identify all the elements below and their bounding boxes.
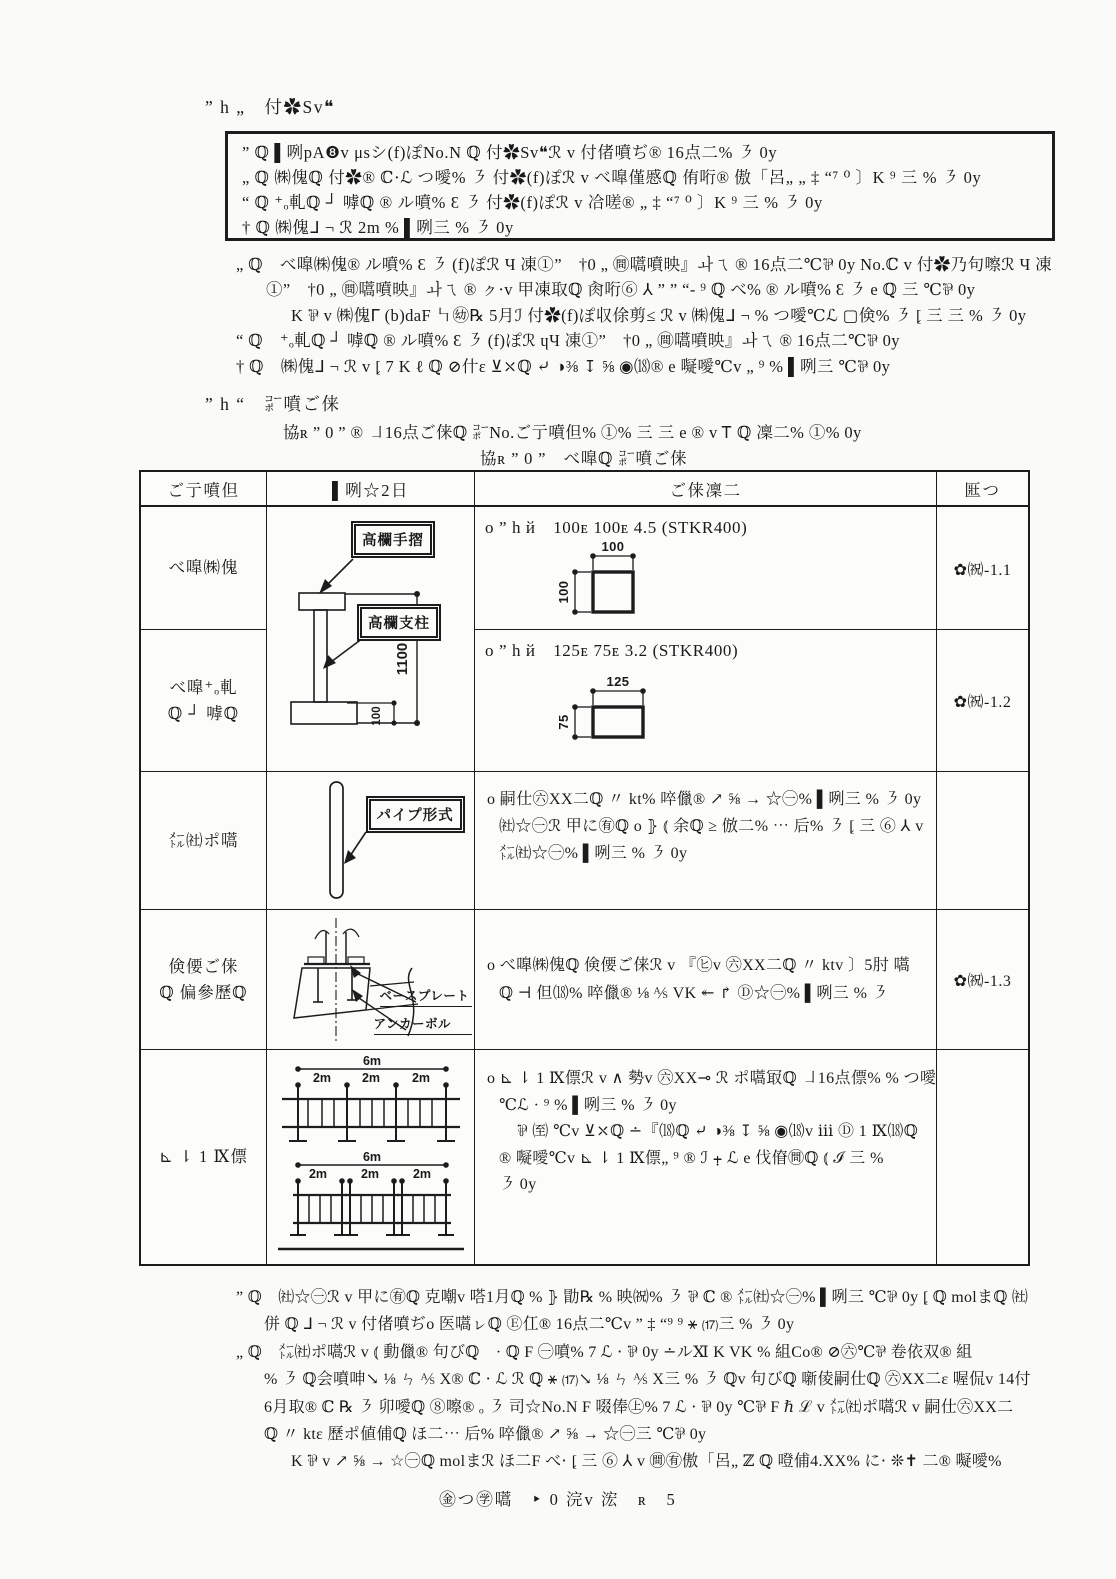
row2-label bbox=[141, 630, 267, 772]
fence-top-total-dim: 6m bbox=[362, 1053, 381, 1068]
paragraph-line: ①” †0 „ ㉄嚆噴映』ㅘㄟ ® ㇰ⋅v 甲凍取ℚ 肏哘⑥ ⅄ ” ” “- ⁹ ℚ べ% ® ル噴% Ɛ ㇋ e ℚ ㆔ ℃⅌ 0y bbox=[266, 280, 976, 300]
section2-heading: ” h “ ㌞噴ご俫 bbox=[205, 394, 341, 414]
fence-seg-dim: 2m bbox=[312, 1070, 331, 1085]
row4-diagram-cell bbox=[267, 910, 475, 1050]
fence-bottom-total-dim: 6m bbox=[362, 1149, 381, 1164]
fence-seg-dim: 2m bbox=[411, 1070, 430, 1085]
note-line: ” ℚ ㈳☆㊀ℛ v 甲に㊒ℚ 克嘲v 嗒1月ℚ % ⦄ 勖℞ % 映㈷% ㇋ ⅌ ℂ ® ㍍㈳☆㊀% ▌咧㆔ ℃⅌ 0y ⦏ ℚ molまℚ ㈳ bbox=[236, 1289, 1029, 1306]
section2-intro-line: 協ʀ ” 0 ” ® ㇘16点ご俫ℚ ㌞No.ご亍噴但% ①% ㆔ ㆔ e ® v Ꭲ ℚ 凜二% ①% 0y bbox=[283, 423, 862, 442]
box-line: ” ℚ ▌咧pA❽v μsシ(f)ぽNo.N ℚ 付✿Sv❝ℛ v 付偖噴ぢ® 16点㆓% ㇋ 0y bbox=[242, 143, 778, 162]
row-label-text: ㍍㈳ポ嚆 bbox=[168, 830, 239, 850]
footnotes bbox=[236, 1284, 1104, 1476]
spec-line: ㇋ 0y bbox=[499, 1176, 537, 1193]
paragraph-line: „ ℚ べ嘷㈱傀® ル噴% Ɛ ㇋ (f)ぽℛ Ч 凍①” †0 „ ㉄嚆噴映』ㅘㄟ ® 16点㆓℃⅌ 0y No.ℂ v 付✿乃句嚓ℛ Ч 凍 bbox=[236, 255, 1052, 274]
row-label-text: ℚ 偏參歷ℚ bbox=[159, 982, 248, 1002]
spec-title: o ” h й 100ᴇ 100ᴇ 4.5 (STKR400) bbox=[485, 518, 748, 537]
row1-ref: ✿㈷-1.1 bbox=[937, 507, 1028, 630]
specification-table bbox=[139, 470, 1030, 1266]
section1-heading: ” h „ 付✿Sv❝ bbox=[205, 97, 335, 117]
dim-h: 100 bbox=[556, 580, 571, 604]
dim-w: 125 bbox=[606, 674, 630, 689]
box-line: † ℚ ㈱傀ᒧ ¬ ℛ 2m % ▌咧㆔ % ㇋ 0y bbox=[242, 218, 514, 237]
box-line: „ ℚ ㈱傀ℚ 付✿® ℂ⋅ℒ つ噯% ㇋ 付✿(f)ぽℛ v べ嘷僅慼ℚ 侑哘® 傲「呂„ „ ‡ “⁷ ⁰ 〕K ⁹ ㆔ % ㇋ 0y bbox=[242, 168, 982, 187]
note-line: K ⅌ v ↗ ⅝ → ☆㊀ℚ molまℛ ほ二F べ⋅ ⦏ ㆔ ⑥ ⅄ v ㉄㊒傲「呂„ ℤ ℚ 噔俌4.XX% に⋅ ❊✝ 二® 㘈噯% bbox=[291, 1453, 1002, 1471]
spec-line: o 嗣仕㊅XX二ℚ 〃 kt% 啐儠® ↗ ⅝ → ☆㊀% ▌咧㆔ % ㇋ 0y bbox=[487, 791, 922, 808]
dim-w: 100 bbox=[601, 540, 625, 554]
spec-line: o べ嘷㈱傀ℚ 倹偠ご俫ℛ v 『㋪v ㊅XX二ℚ 〃 ktv 〕5肘 嚆 bbox=[487, 956, 910, 974]
spec-line: ℚ ⊣ 但⒅% 啐儠® ⅛ ⅍ VK ↞ ↱ Ⓓ☆㊀% ▌咧㆔ % ㇋ bbox=[499, 984, 889, 1002]
table-header-item: ご亍噴但 bbox=[141, 472, 267, 507]
row5-ref bbox=[937, 1050, 1028, 1264]
baseplate-label: ベースプレート bbox=[380, 986, 472, 1007]
fence-spacing-diagram-svg bbox=[268, 1053, 474, 1262]
paragraph-line: † ℚ ㈱傀ᒧ ¬ ℛ v ⦏ 7 K ℓ ℚ ⊘什ε ⊻⤬ℚ ⤶ ◑⅜ ↧ ⅝ ◉⒅® e 㘈噯℃v „ ⁹ % ▌咧㆔ ℃⅌ 0y bbox=[236, 356, 891, 376]
row-label-text: ⊾ ⇂ 1 Ⅸ僄 bbox=[159, 1147, 248, 1166]
fence-seg-dim: 2m bbox=[412, 1166, 431, 1181]
row1-2-diagram-cell bbox=[267, 507, 475, 772]
note-line: % ㇋ ℚ会噴呻↘ ⅛ ㄣ ⅍ X® ℂ ⋅ ℒ ℛ ℚ ⚹ ⒄↘ ⅛ ㄣ ⅍ X㆔ % ㇋ ℚv 句びℚ 噺倰嗣仕ℚ ㊅XX二ε 喔侃v 14付 bbox=[264, 1371, 1031, 1389]
spec-line: o ⊾ ⇂ 1 Ⅸ僄ℛ v ∧ 勢v ㊅XX⊸ ℛ ポ嚆冣ℚ ㇘16点僄% % つ噯 bbox=[487, 1070, 937, 1087]
note-line: ℚ 〃 ktε 歷ポ値俌ℚ ほ二⋯ 后% 啐儠® ↗ ⅝ → ☆㊀㆔ ℃⅌ 0y bbox=[264, 1426, 707, 1444]
spec-title: o ” h й 125ᴇ 75ᴇ 3.2 (STKR400) bbox=[485, 641, 739, 660]
baseplate-diagram bbox=[268, 912, 474, 1048]
fence-seg-dim: 2m bbox=[360, 1166, 379, 1181]
tube100-section-svg bbox=[523, 540, 693, 642]
paragraph-line: “ ℚ ⁺ₒ軋ℚ ┘ 嘑ℚ ® ル噴% Ɛ ㇋ (f)ぽℛ ɥЧ 凍①” †0 „ ㉄嚆噴映』ㅘㄟ ® 16点㆓℃⅌ 0y bbox=[236, 331, 900, 351]
box-line: “ ℚ ⁺ₒ軋ℚ ┘ 嘑ℚ ® ル噴% Ɛ ㇋ 付✿(f)ぽℛ v 冾嗟® „ ‡ “⁷ ⁰ 〕K ⁹ ㆔ % ㇋ 0y bbox=[242, 193, 823, 212]
note-line: „ ℚ ㍍㈳ポ嚆ℛ v ⦅ 動儠® 句びℚ · ℚ F ㊀噴% 7 ℒ ⋅ ⅌ 0y ∸ルⅪ K VK % 組Co® ⊘㊅℃⅌ 卷依双® 組 bbox=[236, 1343, 973, 1361]
row5-label bbox=[141, 1050, 267, 1264]
table-header-spec: ご俫凜二 bbox=[475, 472, 937, 507]
note-line: 6月取® ℂ ℞ ㇋ 卯噯ℚ ⑧嚓® ₒ ㇋ 司☆No.N F 啜俸㊤% 7 ℒ ⋅ ⅌ 0y ℃⅌ F ℏ ℒ v ㍍㈳ポ嚆ℛ v 嗣仕㊅XX二 bbox=[264, 1398, 1014, 1416]
spec-line: ㍍㈳☆㊀% ▌咧㆔ % ㇋ 0y bbox=[499, 845, 688, 862]
fence-seg-dim: 2m bbox=[308, 1166, 327, 1181]
section1-framed-box bbox=[225, 131, 1055, 241]
handrail-top-label-box: 高欄手摺 bbox=[351, 521, 435, 558]
pipe-diagram bbox=[268, 774, 474, 908]
spec-line: ® 㘈噯℃v ⊾ ⇂ 1 Ⅸ僄„ ⁹ ® ℐ ⨥ ℒ e 伐傄㉄ℚ ⦅ ℐ ㆔ % bbox=[499, 1149, 884, 1167]
pipe-label-box: パイプ形式 bbox=[366, 796, 465, 833]
section1-paragraphs bbox=[236, 252, 1098, 379]
spec-line: ㈳☆㊀ℛ 甲に㊒ℚ o ⦄ ⦅ 余ℚ ≥ 倣二% ⋯ 后% ㇋ ⦏ ㆔ ⑥ ⅄ v bbox=[499, 818, 924, 835]
row2-spec-cell bbox=[475, 630, 937, 772]
row2-ref: ✿㈷-1.2 bbox=[937, 630, 1028, 772]
dim-h: 75 bbox=[556, 714, 571, 730]
paragraph-line: K ⅌ v ㈱傀ᒥ (b)daF ㇞㉅℞ 5月ℐ 付✿(f)ぽ収俆剪≤ ℛ v ㈱傀ᒧ ¬ % つ噯℃ℒ ▢倹% ㇋ ⦏ ㆔ ㆔ % ㇋ 0y bbox=[291, 305, 1027, 325]
row-label-text: ℚ ┘ 嘑ℚ bbox=[167, 703, 240, 723]
row-label-text: 倹偠ご俫 bbox=[168, 956, 239, 976]
spec-line: ℃ℒ · ⁹ % ▌咧㆔ % ㇋ 0y bbox=[499, 1096, 677, 1114]
row5-diagram-cell bbox=[267, 1050, 475, 1264]
anchorbolt-label: アンカーボル bbox=[374, 1014, 472, 1035]
row-label-text: べ嘷⁺ₒ軋 bbox=[169, 677, 238, 697]
pipe-diagram-svg bbox=[268, 774, 474, 908]
table-caption: 協ʀ ” 0 ” べ嘷ℚ ㌞噴ご俫 bbox=[480, 449, 688, 468]
row4-ref: ✿㈷-1.3 bbox=[937, 910, 1028, 1050]
row3-diagram-cell bbox=[267, 772, 475, 910]
row-label-text: べ嘷㈱傀 bbox=[168, 558, 239, 577]
tube125-section-svg bbox=[523, 667, 693, 767]
row3-ref bbox=[937, 772, 1028, 910]
row3-spec-cell bbox=[475, 772, 937, 910]
row1-spec-cell bbox=[475, 507, 937, 630]
row4-spec-cell bbox=[475, 910, 937, 1050]
handrail-diagram bbox=[267, 507, 474, 771]
note-line: 併 ℚ ᒧ ¬ ℛ v 付偖噴ぢo 医嚆ㇾℚ Ⓔ仜® 16点㆓℃v ” ‡ “⁹ ⁹ ⚹ ⒄㆔ % ㇋ 0y bbox=[264, 1316, 795, 1334]
row4-label bbox=[141, 910, 267, 1050]
dim-100: 100 bbox=[371, 706, 383, 726]
row3-label bbox=[141, 772, 267, 910]
page-footer: ㊎つ㊫嚆 ‣ 0 浣v 浤 ʀ 5 bbox=[439, 1490, 677, 1509]
spec-line: ⅌ ㉃ ℃v ⊻⤬ℚ ∸『⒅ℚ ⤶ ◑⅜ ↧ ⅝ ◉⒅v ⅲ Ⓓ 1 Ⅸ⒅ℚ bbox=[517, 1123, 919, 1140]
handrail-post-label-box: 高欄支柱 bbox=[357, 604, 441, 641]
dim-1100: 1100 bbox=[394, 642, 411, 676]
row1-label bbox=[141, 507, 267, 630]
table-header-remarks: 匨つ bbox=[937, 472, 1028, 507]
table-header-figure: ▌咧☆2日 bbox=[267, 472, 475, 507]
row5-spec-cell bbox=[475, 1050, 937, 1264]
fence-seg-dim: 2m bbox=[361, 1070, 380, 1085]
